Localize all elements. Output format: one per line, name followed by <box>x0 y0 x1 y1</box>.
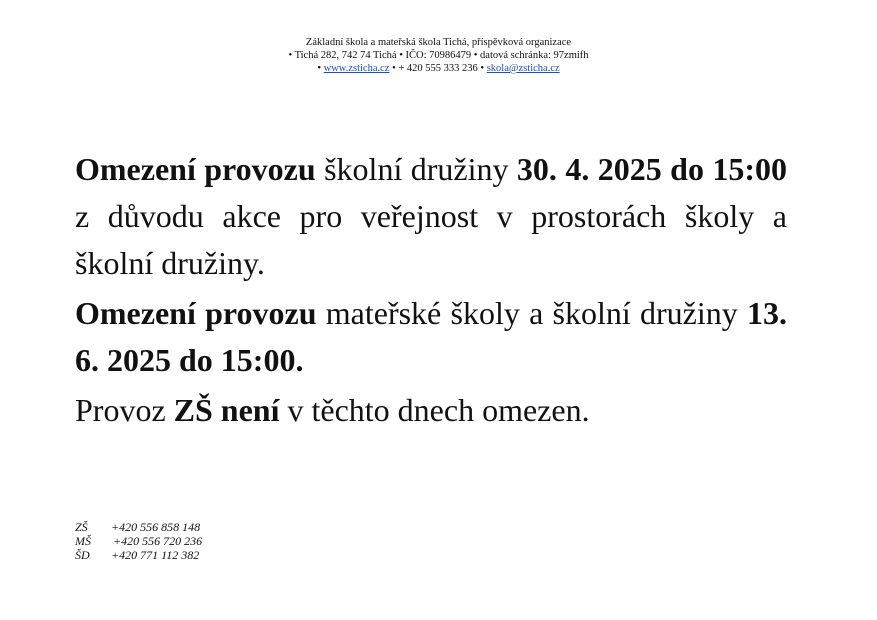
website-link[interactable]: www.zsticha.cz <box>323 63 390 74</box>
notice-1-bold-title: Omezení provozu <box>75 151 316 187</box>
bullet: • <box>317 63 322 74</box>
letterhead <box>0 36 877 75</box>
notice-3-rest: v těchto dnech omezen. <box>279 392 590 428</box>
contact-label: ŠD <box>75 548 90 562</box>
notice-paragraph-3 <box>75 387 787 434</box>
notice-2-text: mateřské školy a školní družiny <box>316 295 748 331</box>
school-phone: • + 420 555 333 236 • <box>392 63 485 74</box>
email-link[interactable]: skola@zsticha.cz <box>486 63 560 74</box>
letterhead-contact-line <box>0 62 877 75</box>
letterhead-address: • Tichá 282, 742 74 Tichá • IČO: 70986479 • datová schránka: 97zmifh <box>288 50 589 61</box>
notice-3-bold: ZŠ není <box>173 392 280 428</box>
notice-2-bold-title: Omezení provozu <box>75 295 317 331</box>
contact-phone: +420 771 112 382 <box>111 548 200 562</box>
notice-paragraph-2 <box>75 290 787 384</box>
contact-label: MŠ <box>75 534 91 548</box>
notice-1-date: 30. 4. 2025 do 15:00 <box>516 151 788 187</box>
notice-paragraph-1 <box>75 146 787 287</box>
contact-row <box>75 520 202 534</box>
notice-3-text: Provoz <box>75 392 174 428</box>
contact-row <box>75 534 202 548</box>
contact-phone: +420 556 720 236 <box>113 534 203 548</box>
contact-phone: +420 556 858 148 <box>111 520 201 534</box>
contact-list <box>75 520 202 562</box>
notice-1-text: školní družiny <box>315 151 517 187</box>
contact-label: ZŠ <box>75 520 88 534</box>
contact-row <box>75 548 202 562</box>
notice-body <box>75 146 787 434</box>
notice-1-reason: z důvodu akce pro veřejnost v prostorách školy a školní družiny. <box>75 198 787 281</box>
letterhead-school-name: Základní škola a mateřská škola Tichá, příspěvková organizace <box>305 37 572 48</box>
notice-2-date: 13. 6. 2025 do 15:00. <box>75 295 788 378</box>
